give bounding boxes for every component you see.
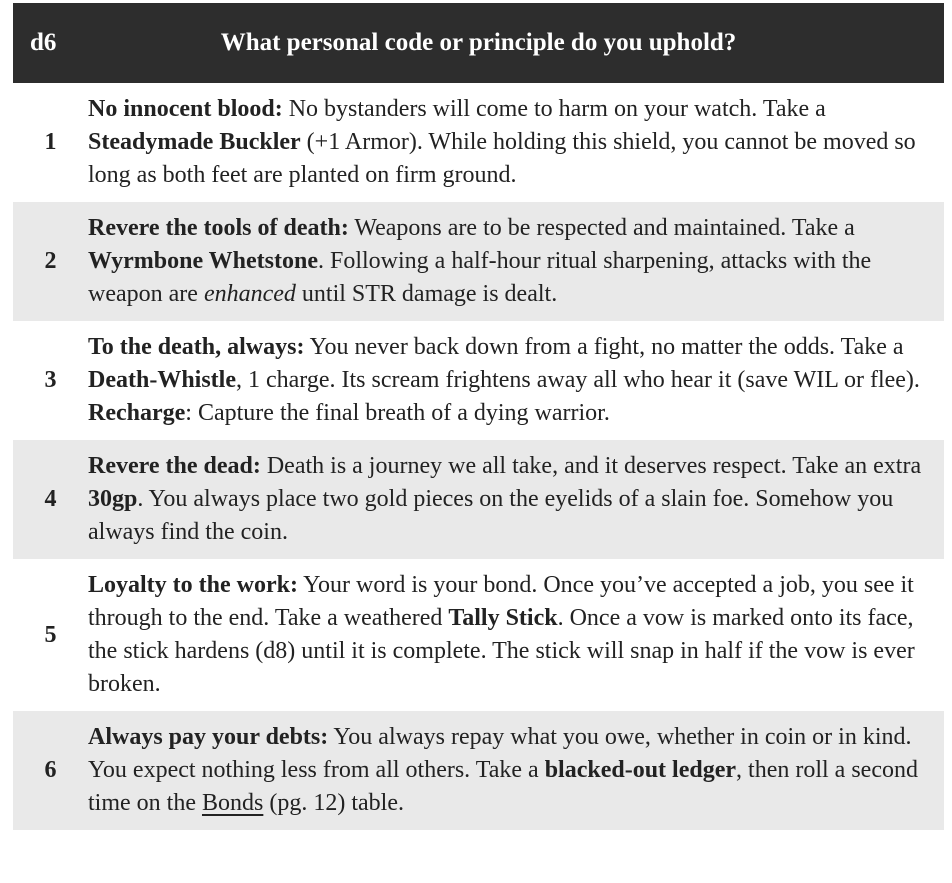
text-segment: . Once a vow is marked onto its face, the stick hardens (d8) until it is complete. The stick will snap in half if the vow is ever broken. — [88, 605, 915, 697]
text-segment: No bystanders will come to harm on your watch. Take a — [282, 96, 826, 122]
bold-text-segment: Death-Whistle — [88, 367, 236, 393]
bold-text-segment: Revere the tools of death: — [88, 215, 349, 241]
text-segment: until STR damage is dealt. — [295, 281, 558, 307]
bold-text-segment: Wyrmbone Whetstone — [88, 248, 318, 274]
table-rows — [13, 83, 944, 830]
bold-text-segment: Tally Stick — [448, 605, 558, 631]
bold-text-segment: Loyalty to the work: — [88, 572, 298, 598]
roll-number: 2 — [44, 248, 57, 274]
die-column-header: d6 — [30, 29, 57, 56]
text-segment: Death is a journey we all take, and it deserves respect. Take an extra — [260, 453, 922, 479]
table-row — [13, 321, 944, 440]
roll-number: 3 — [44, 367, 57, 393]
bold-text-segment: blacked-out ledger — [544, 757, 737, 783]
bold-text-segment: Recharge — [88, 400, 186, 426]
bold-text-segment: Steadymade Buckler — [88, 129, 301, 155]
table-row — [13, 83, 944, 202]
row-text — [88, 202, 944, 321]
text-segment: You never back down from a fight, no matter the odds. Take a — [304, 334, 904, 360]
bold-text-segment: No innocent blood: — [88, 96, 283, 122]
table-title: What personal code or principle do you uphold? — [220, 29, 737, 56]
roll-number: 5 — [44, 621, 57, 648]
table-row — [13, 559, 944, 711]
roll-number: 6 — [44, 757, 57, 783]
roll-number: 1 — [44, 129, 57, 155]
row-text — [88, 711, 944, 830]
row-text — [88, 559, 944, 711]
text-segment: . Following a half-hour ritual sharpening, attacks with the weapon are — [88, 248, 872, 307]
table-row — [13, 440, 944, 559]
roll-number: 4 — [44, 486, 57, 512]
text-segment: : Capture the final breath of a dying warrior. — [185, 400, 610, 426]
table-row — [13, 711, 944, 830]
text-segment: . You always place two gold pieces on the eyelids of a slain foe. Somehow you always find the coin. — [88, 486, 894, 545]
bold-text-segment: Revere the dead: — [88, 453, 261, 479]
text-segment: You always repay what you owe, whether in coin or in kind. You expect nothing less from all others. Take a — [88, 724, 912, 783]
row-text — [88, 83, 944, 202]
table-row — [13, 202, 944, 321]
italic-text-segment: enhanced — [203, 281, 296, 307]
text-segment: Weapons are to be respected and maintained. Take a — [348, 215, 855, 241]
bold-text-segment: To the death, always: — [88, 334, 305, 360]
text-segment: (pg. 12) table. — [263, 790, 404, 816]
table-header — [13, 3, 944, 83]
code-table — [13, 3, 944, 830]
bonds-link[interactable]: Bonds — [201, 790, 264, 816]
text-segment: , 1 charge. Its scream frightens away all who hear it (save WIL or flee). — [235, 367, 920, 393]
text-segment: Your word is your bond. Once you’ve accepted a job, you see it through to the end. Take a weathered — [88, 572, 914, 631]
row-text — [88, 321, 944, 440]
text-segment: (+1 Armor). While holding this shield, you cannot be moved so long as both feet are planted on firm ground. — [88, 129, 916, 188]
row-text — [88, 440, 944, 559]
bold-text-segment: 30gp — [88, 486, 138, 512]
bold-text-segment: Always pay your debts: — [88, 724, 329, 750]
text-segment: , then roll a second time on the — [88, 757, 918, 816]
